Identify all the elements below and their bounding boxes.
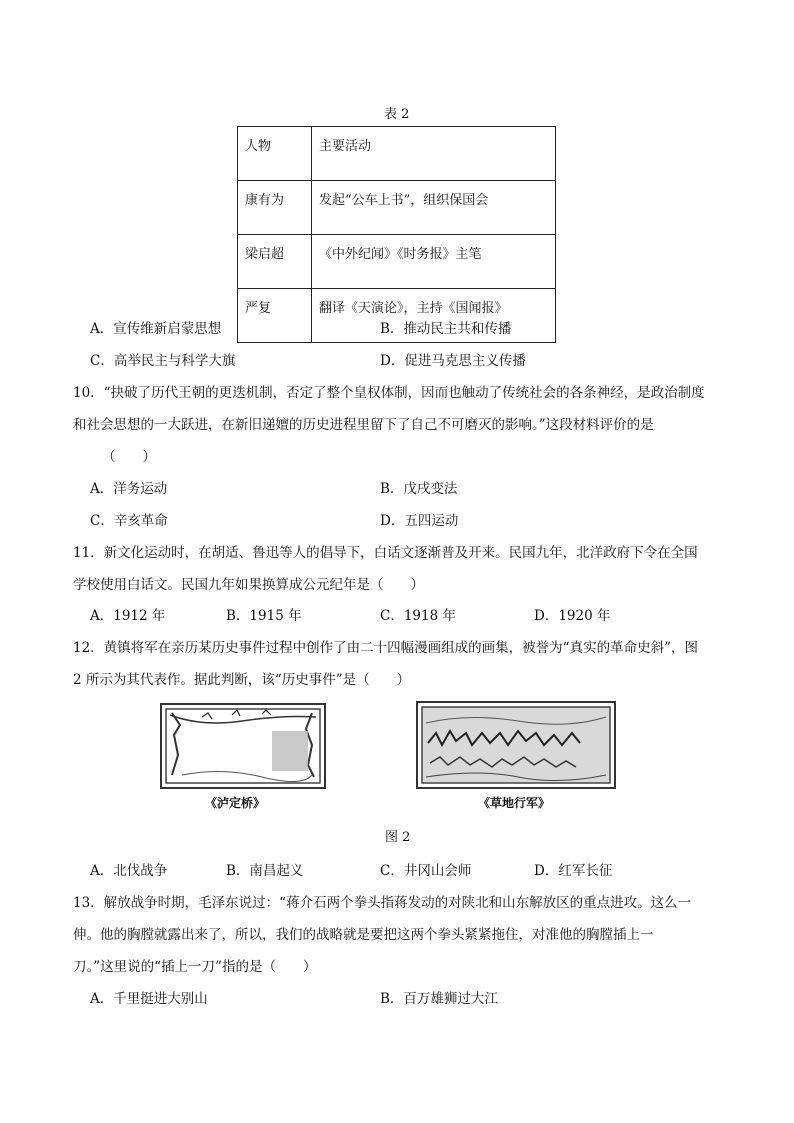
question-13-text: 13．解放战争时期，毛泽东说过：“蒋介石两个拳头指蒋发动的对陕北和山东解放区的重点进攻。这么一 <box>73 895 692 911</box>
figure-left-caption: 《泸定桥》 <box>205 796 266 810</box>
question-12-text: 12．黄镇将军在亲历某历史事件过程中创作了由二十四幅漫画组成的画集，被誉为“真实的革命史斜”，图 <box>73 640 698 656</box>
table-2 <box>237 126 556 343</box>
table-cell: 梁启超 <box>238 235 312 289</box>
option-d: D．五四运动 <box>380 513 459 529</box>
table-row <box>238 181 556 235</box>
option-d: D．红军长征 <box>534 863 613 879</box>
table-row <box>238 127 556 181</box>
option-d: D．1920 年 <box>534 608 611 624</box>
option-a: A．千里挺进大别山 <box>90 991 208 1007</box>
march-sketch-icon <box>418 703 614 787</box>
option-b: B．南昌起义 <box>226 863 304 879</box>
option-c: C．高举民主与科学大旗 <box>90 353 236 369</box>
table-row <box>238 235 556 289</box>
answer-blank: （ ） <box>102 449 156 465</box>
option-a: A．北伐战争 <box>90 863 168 879</box>
figure-right-caption: 《草地行军》 <box>478 796 551 810</box>
table-header-cell: 人物 <box>238 127 312 181</box>
option-c: C．辛亥革命 <box>90 513 168 529</box>
grassland-march-illustration <box>416 701 616 789</box>
option-a: A．洋务运动 <box>90 481 168 497</box>
option-d: D．促进马克思主义传播 <box>380 353 526 369</box>
table-cell: 翻译《天演论》，主持《国闻报》 <box>312 289 556 343</box>
bridge-sketch-icon <box>162 705 324 787</box>
table-cell: 发起“公车上书”，组织保国会 <box>312 181 556 235</box>
question-10-text: 和社会思想的一大跃进，在新旧递嬗的历史进程里留下了自己不可磨灭的影响。”这段材料评价的是 <box>73 417 654 433</box>
option-c: C．井冈山会师 <box>380 863 472 879</box>
table-caption: 表 2 <box>384 107 410 122</box>
option-a: A．1912 年 <box>90 608 166 624</box>
option-b: B．推动民主共和传播 <box>380 321 512 337</box>
figure-label: 图 2 <box>385 830 411 845</box>
table-header-cell: 主要活动 <box>312 127 556 181</box>
luding-bridge-illustration <box>160 703 326 789</box>
table-cell: 严复 <box>238 289 312 343</box>
option-c: C．1918 年 <box>380 608 456 624</box>
option-b: B．戊戌变法 <box>380 481 458 497</box>
question-13-text: 伸。他的胸膛就露出来了，所以，我们的战略就是要把这两个拳头紧紧拖住，对准他的胸膛插上一 <box>73 927 654 943</box>
option-b: B．百万雄狮过大江 <box>380 991 498 1007</box>
table-cell: 《中外纪闻》《时务报》主笔 <box>312 235 556 289</box>
question-11-text: 11．新文化运动时，在胡适、鲁迅等人的倡导下，白话文逐渐普及开来。民国九年，北洋政府下令在全国 <box>73 545 698 561</box>
option-a: A．宣传维新启蒙思想 <box>90 321 222 337</box>
question-12-text: 2 所示为其代表作。据此判断，该“历史事件”是（ ） <box>73 672 411 688</box>
question-11-text: 学校使用白话文。民国九年如果换算成公元纪年是（ ） <box>73 577 424 593</box>
table-cell: 康有为 <box>238 181 312 235</box>
option-b: B．1915 年 <box>226 608 302 624</box>
question-13-text: 刀。”这里说的“插上一刀”指的是（ ） <box>73 959 317 975</box>
question-10-text: 10．“抉破了历代王朝的更迭机制，否定了整个皇权体制，因而也触动了传统社会的各条神经，是政治制度 <box>73 385 705 401</box>
